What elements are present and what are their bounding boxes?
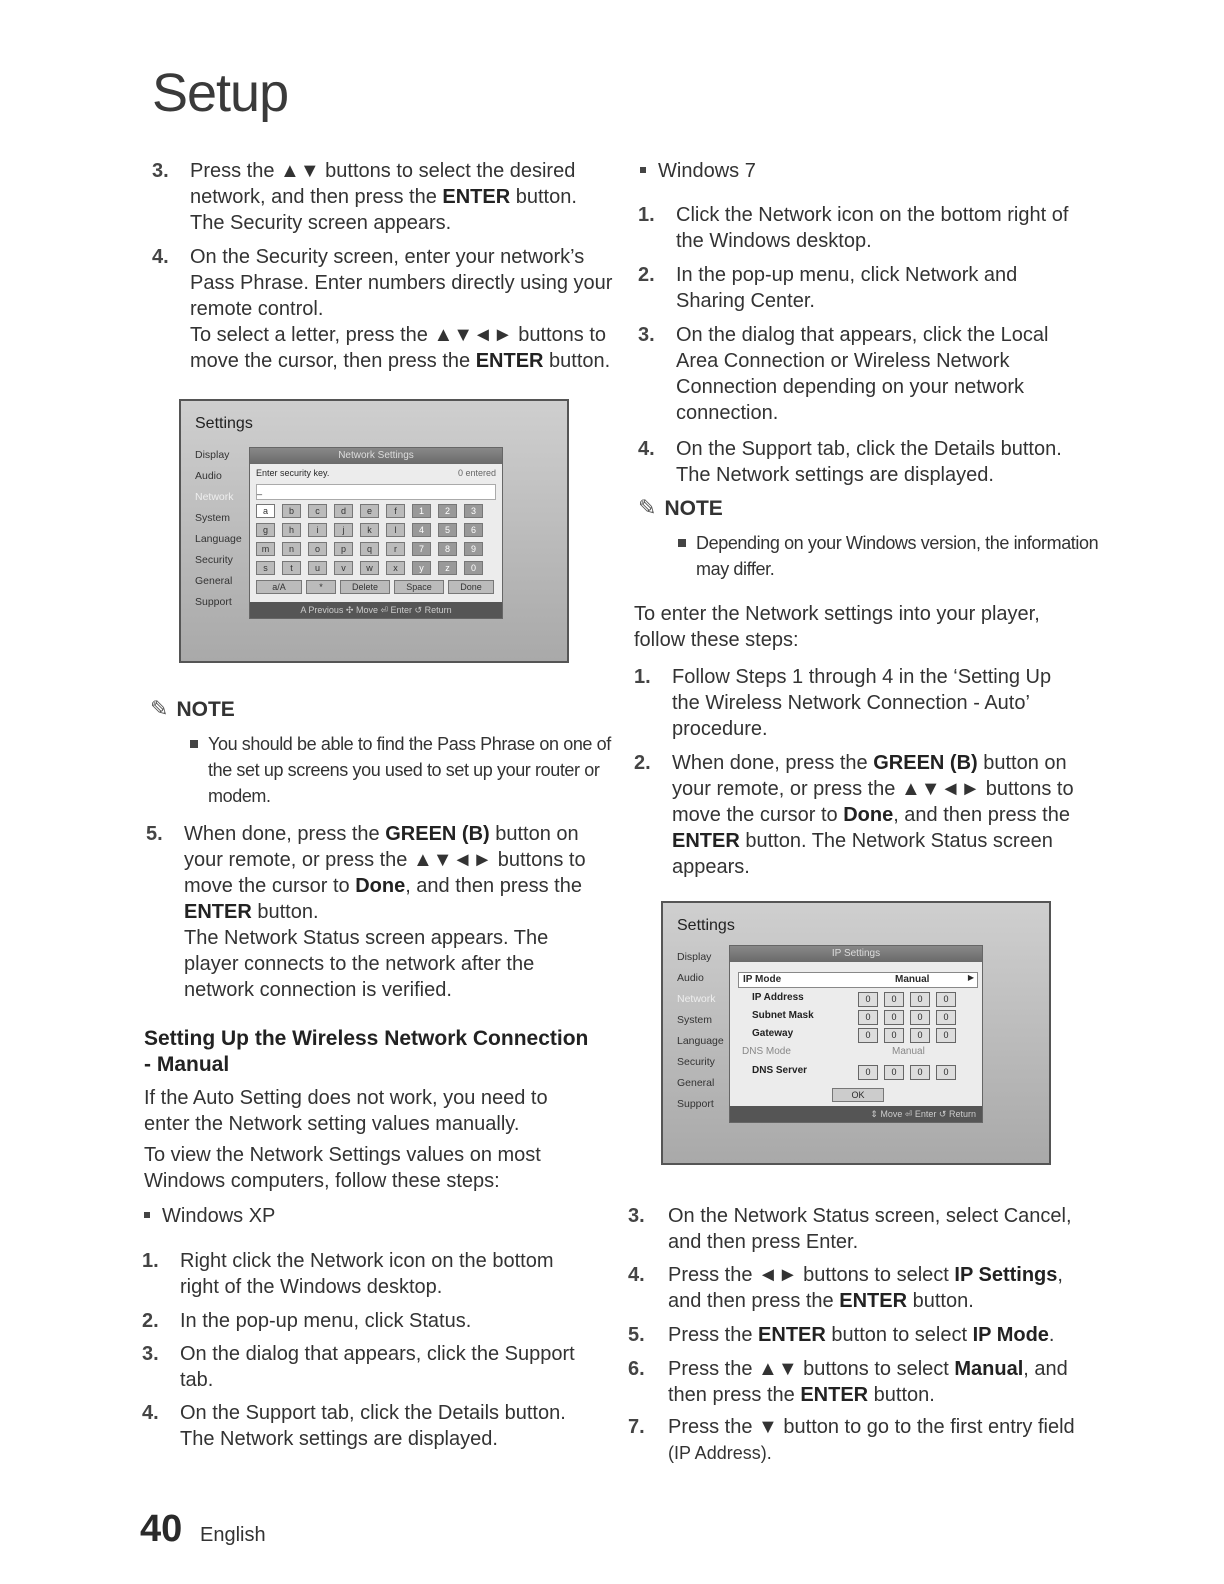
key-t[interactable]: t	[282, 561, 301, 575]
key-b[interactable]: b	[282, 504, 301, 518]
ip-octet-field[interactable]: 0	[884, 1065, 904, 1080]
key-r[interactable]: r	[386, 542, 405, 556]
left-note-heading: ✎ NOTE	[150, 696, 235, 721]
left-para-1: If the Auto Setting does not work, you need to enter the Network setting values manually.	[144, 1087, 548, 1135]
key--button[interactable]: *	[306, 580, 336, 594]
key-n[interactable]: n	[282, 542, 301, 556]
key-2[interactable]: 2	[438, 504, 457, 518]
ip-octet-field[interactable]: 0	[936, 1065, 956, 1080]
key-h[interactable]: h	[282, 523, 301, 537]
key-s[interactable]: s	[256, 561, 275, 575]
key-a[interactable]: a	[256, 504, 275, 518]
ip-octet-field[interactable]: 0	[936, 1028, 956, 1043]
ip-octet-field[interactable]: 0	[910, 1065, 930, 1080]
key-o[interactable]: o	[308, 542, 327, 556]
key-c[interactable]: c	[308, 504, 327, 518]
ip-octet-field[interactable]: 0	[884, 992, 904, 1007]
page-language: English	[200, 1524, 266, 1546]
network-settings-panel: Network Settings Enter security key. 0 entered _ a b c d e f 1 2 3 g h i j k l 4 5 6 m n o p q r 7 8 9 s t u v w x y z 0 a/A * Delete Space Done A Previous ✣ Move ⏎ Enter ↺ Return	[249, 447, 503, 619]
right-note-heading: ✎ NOTE	[638, 495, 723, 520]
section-heading: Setting Up the Wireless Network Connection - Manual	[144, 1027, 589, 1076]
ip-octet-field[interactable]: 0	[884, 1010, 904, 1025]
ip-octet-field[interactable]: 0	[936, 1010, 956, 1025]
key-9[interactable]: 9	[464, 542, 483, 556]
key-input[interactable]: _	[256, 484, 496, 500]
key-p[interactable]: p	[334, 542, 353, 556]
arrow-right-icon: ▶	[967, 973, 974, 982]
bullet-square-icon	[678, 539, 686, 547]
pencil-icon: ✎	[638, 495, 657, 520]
key-k[interactable]: k	[360, 523, 379, 537]
settings-menu: Display Audio Network System Language Security General Support	[195, 449, 242, 608]
key-0[interactable]: 0	[464, 561, 483, 575]
ip-octet-field[interactable]: 0	[858, 1010, 878, 1025]
key-done-button[interactable]: Done	[448, 580, 494, 594]
pencil-icon: ✎	[150, 696, 169, 721]
key-w[interactable]: w	[360, 561, 379, 575]
key-z[interactable]: z	[438, 561, 457, 575]
ip-octet-field[interactable]: 0	[936, 992, 956, 1007]
key-1[interactable]: 1	[412, 504, 431, 518]
right-para: To enter the Network settings into your player, follow these steps:	[634, 603, 1040, 651]
right-note-item: Depending on your Windows version, the information may differ.	[678, 530, 1098, 582]
ip-mode-row[interactable]: IP Mode Manual ▶	[738, 972, 978, 988]
key-u[interactable]: u	[308, 561, 327, 575]
key-m[interactable]: m	[256, 542, 275, 556]
ip-octet-field[interactable]: 0	[858, 1065, 878, 1080]
ip-settings-screenshot: Settings Display Audio Network System Language Security General Support IP Settings IP Mode Manual ▶ IP Address Subnet Mask Gateway DNS Mode Manual DNS Server 0 0 0 0 0 0 0 0 0 0 0 0 0 0 0 0 OK ⇕ Move ⏎ Enter ↺ Return	[661, 901, 1051, 1165]
key-4[interactable]: 4	[412, 523, 431, 537]
ip-octet-field[interactable]: 0	[858, 992, 878, 1007]
key-y[interactable]: y	[412, 561, 431, 575]
key-3[interactable]: 3	[464, 504, 483, 518]
settings-menu: Display Audio Network System Language Security General Support	[677, 951, 724, 1110]
page-title: Setup	[152, 63, 289, 123]
key-aa-button[interactable]: a/A	[256, 580, 302, 594]
windows-xp-label: Windows XP	[144, 1205, 275, 1228]
windows-7-label: Windows 7	[640, 160, 756, 183]
key-space-button[interactable]: Space	[394, 580, 444, 594]
ip-octet-field[interactable]: 0	[910, 992, 930, 1007]
key-x[interactable]: x	[386, 561, 405, 575]
key-q[interactable]: q	[360, 542, 379, 556]
key-d[interactable]: d	[334, 504, 353, 518]
ip-octet-field[interactable]: 0	[910, 1010, 930, 1025]
security-key-screenshot: Settings Display Audio Network System Language Security General Support Network Settings Enter security key. 0 entered _ a b c d e f 1 2 3 g h i j k l 4 5 6 m n o p q r 7 8 9 s t u v w x y z 0 a/A * Delete Space Done A Previous ✣ Move ⏎ Enter ↺ Return	[179, 399, 569, 663]
key-6[interactable]: 6	[464, 523, 483, 537]
key-i[interactable]: i	[308, 523, 327, 537]
key-8[interactable]: 8	[438, 542, 457, 556]
left-para-2: To view the Network Settings values on most Windows computers, follow these steps:	[144, 1144, 541, 1192]
key-delete-button[interactable]: Delete	[340, 580, 390, 594]
page-number: 40	[140, 1508, 183, 1550]
key-5[interactable]: 5	[438, 523, 457, 537]
key-f[interactable]: f	[386, 504, 405, 518]
key-l[interactable]: l	[386, 523, 405, 537]
ip-octet-field[interactable]: 0	[884, 1028, 904, 1043]
key-g[interactable]: g	[256, 523, 275, 537]
key-v[interactable]: v	[334, 561, 353, 575]
ip-octet-field[interactable]: 0	[910, 1028, 930, 1043]
left-note-item: You should be able to find the Pass Phrase on one of the set up screens you used to set up your router or modem.	[190, 731, 611, 809]
ip-octet-field[interactable]: 0	[858, 1028, 878, 1043]
key-j[interactable]: j	[334, 523, 353, 537]
ip-settings-panel: IP Settings IP Mode Manual ▶ IP Address Subnet Mask Gateway DNS Mode Manual DNS Server 0 0 0 0 0 0 0 0 0 0 0 0 0 0 0 0 OK ⇕ Move ⏎ Enter ↺ Return	[729, 945, 983, 1123]
key-e[interactable]: e	[360, 504, 379, 518]
bullet-square-icon	[190, 740, 198, 748]
ok-button[interactable]: OK	[832, 1088, 884, 1102]
key-7[interactable]: 7	[412, 542, 431, 556]
